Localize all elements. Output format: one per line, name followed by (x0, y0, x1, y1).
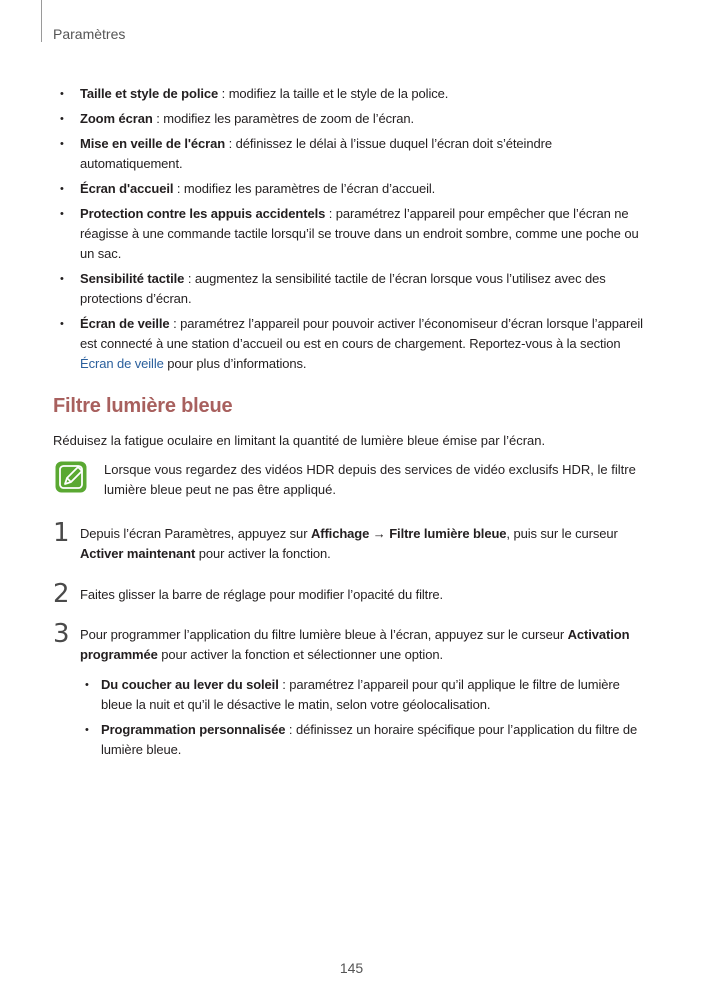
bullet-icon: • (60, 208, 64, 220)
list-item: • Taille et style de police : modifiez la taille et le style de la police. (60, 84, 652, 104)
settings-list (60, 84, 652, 379)
list-item: • Protection contre les appuis accidentels : paramétrez l’appareil pour empêcher que l’écran ne réagisse à une commande tactile lorsqu’il se trouve dans un endroit sombre, comme une poche ou un sac. (60, 206, 639, 261)
schedule-options-list (85, 675, 653, 765)
bullet-icon: • (60, 88, 64, 100)
bullet-icon: • (60, 113, 64, 125)
list-item: • Zoom écran : modifiez les paramètres de zoom de l’écran. (60, 109, 652, 129)
screensaver-link[interactable]: Écran de veille (80, 356, 164, 371)
bullet-icon: • (85, 679, 89, 691)
bullet-icon: • (60, 183, 64, 195)
list-item: • Sensibilité tactile : augmentez la sensibilité tactile de l’écran lorsque vous l’utilisez avec des protections d’écran. (60, 271, 606, 306)
note-text: Lorsque vous regardez des vidéos HDR depuis des services de vidéo exclusifs HDR, le filtre lumière bleue peut ne pas être appliqué. (104, 462, 636, 497)
step-text: Depuis l’écran Paramètres, appuyez sur Affichage → Filtre lumière bleue, puis sur le curseur Activer maintenant pour activer la fonction. (80, 526, 618, 561)
list-item: • Programmation personnalisée : définissez un horaire spécifique pour l’application du filtre de lumière bleue. (85, 722, 638, 757)
note-pencil-icon (54, 460, 88, 494)
header-title: Paramètres (53, 26, 126, 42)
list-item-screensaver: • Écran de veille : paramétrez l’appareil pour pouvoir activer l’économiseur d’écran lorsque l’appareil est connecté à une station d’accueil ou est en cours de chargement. Reportez-vous à la section Écran de veille pour plus d’informations. (60, 316, 643, 371)
list-item: • Mise en veille de l'écran : définissez le délai à l’issue duquel l’écran doit s’éteindre automatiquement. (60, 136, 552, 171)
section-intro: Réduisez la fatigue oculaire en limitant la quantité de lumière bleue émise par l’écran. (53, 433, 546, 448)
bullet-icon: • (60, 273, 64, 285)
step-number: 2 (53, 579, 70, 609)
bullet-icon: • (60, 318, 64, 330)
step-number: 3 (53, 619, 70, 649)
list-item: • Du coucher au lever du soleil : paramétrez l’appareil pour qu’il applique le filtre de lumière bleue la nuit et qu’il le désactive le matin, selon votre géolocalisation. (85, 677, 620, 712)
page-number: 145 (339, 960, 364, 976)
header-rule (41, 0, 42, 42)
list-item: • Écran d'accueil : modifiez les paramètres de l’écran d’accueil. (60, 179, 652, 199)
step-text: Faites glisser la barre de réglage pour modifier l’opacité du filtre. (80, 587, 444, 602)
step-number: 1 (53, 518, 70, 548)
section-title: Filtre lumière bleue (53, 395, 233, 417)
bullet-icon: • (85, 724, 89, 736)
step-text: Pour programmer l’application du filtre lumière bleue à l’écran, appuyez sur le curseur Activation programmée pour activer la fonction et sélectionner une option. (80, 627, 630, 662)
bullet-icon: • (60, 138, 64, 150)
